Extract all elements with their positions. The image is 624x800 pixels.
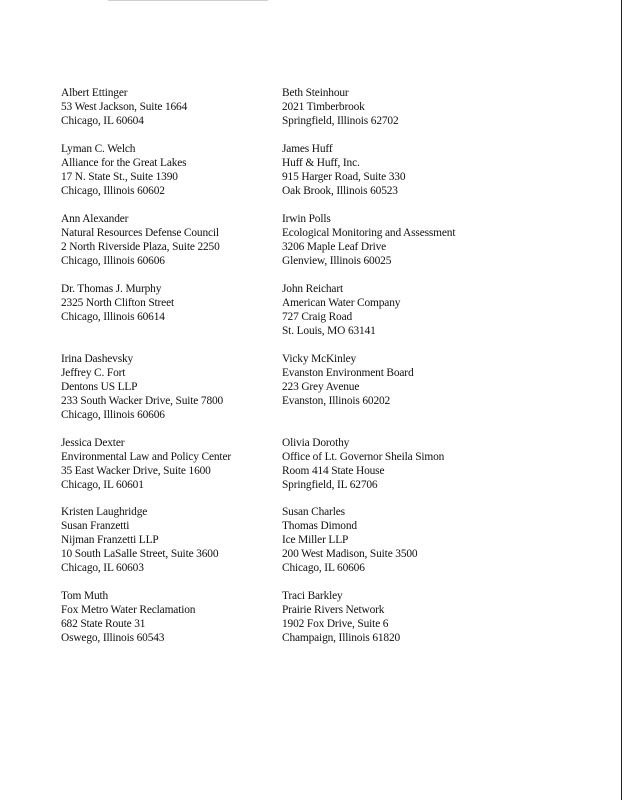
address-line: Traci Barkley	[282, 590, 343, 602]
address-line: Susan Franzetti	[61, 520, 130, 532]
address-line: Dentons US LLP	[61, 381, 138, 393]
address-line: Jessica Dexter	[61, 437, 125, 449]
address-line: 53 West Jackson, Suite 1664	[61, 101, 188, 113]
address-line: Chicago, IL 60601	[61, 479, 144, 491]
address-line: Olivia Dorothy	[282, 437, 350, 449]
address-line: Oak Brook, Illinois 60523	[282, 185, 398, 197]
address-line: Ann Alexander	[61, 213, 129, 225]
address-line: 727 Craig Road	[282, 311, 353, 323]
address-line: Champaign, Illinois 61820	[282, 632, 401, 644]
address-line: Chicago, Illinois 60606	[61, 409, 165, 421]
address-line: Chicago, IL 60603	[61, 562, 144, 574]
address-line: 17 N. State St., Suite 1390	[61, 171, 178, 183]
address-line: 915 Harger Road, Suite 330	[282, 171, 406, 183]
address-block-right-3	[282, 212, 482, 268]
address-line: Chicago, Illinois 60606	[61, 255, 165, 267]
address-line: Lyman C. Welch	[61, 143, 136, 155]
address-line: Glenview, Illinois 60025	[282, 255, 392, 267]
address-line: Jeffrey C. Fort	[61, 367, 126, 379]
address-block-right-6	[282, 436, 482, 492]
address-line: Alliance for the Great Lakes	[61, 157, 187, 169]
address-line: Prairie Rivers Network	[282, 604, 385, 616]
address-line: Irwin Polls	[282, 213, 331, 225]
address-line: 682 State Route 31	[61, 618, 146, 630]
address-line: Ice Miller LLP	[282, 534, 349, 546]
address-line: Office of Lt. Governor Sheila Simon	[282, 451, 445, 463]
address-block-left-3	[61, 212, 291, 268]
address-line: Chicago, IL 60606	[282, 562, 365, 574]
address-line: Thomas Dimond	[282, 520, 357, 532]
address-line: Springfield, IL 62706	[282, 479, 378, 491]
address-line: Tom Muth	[61, 590, 109, 602]
address-block-right-7	[282, 505, 482, 575]
address-line: Evanston Environment Board	[282, 367, 414, 379]
address-line: 2021 Timberbrook	[282, 101, 365, 113]
address-block-right-2	[282, 142, 482, 198]
address-block-right-8	[282, 589, 482, 645]
address-line: Fox Metro Water Reclamation	[61, 604, 196, 616]
address-line: Evanston, Illinois 60202	[282, 395, 391, 407]
address-line: 2325 North Clifton Street	[61, 297, 174, 309]
address-line: Natural Resources Defense Council	[61, 227, 219, 239]
address-line: 3206 Maple Leaf Drive	[282, 241, 387, 253]
address-line: Susan Charles	[282, 506, 345, 518]
address-line: 1902 Fox Drive, Suite 6	[282, 618, 389, 630]
address-line: Beth Steinhour	[282, 87, 349, 99]
address-line: John Reichart	[282, 283, 343, 295]
address-block-right-5	[282, 352, 482, 408]
address-line: Huff & Huff, Inc.	[282, 157, 360, 169]
address-line: Room 414 State House	[282, 465, 385, 477]
address-line: Albert Ettinger	[61, 87, 128, 99]
scan-edge-right	[621, 0, 622, 800]
address-line: 200 West Madison, Suite 3500	[282, 548, 418, 560]
address-block-left-2	[61, 142, 291, 198]
address-block-left-1	[61, 86, 291, 128]
address-line: Environmental Law and Policy Center	[61, 451, 231, 463]
address-line: Chicago, Illinois 60602	[61, 185, 165, 197]
address-line: James Huff	[282, 143, 333, 155]
address-line: 10 South LaSalle Street, Suite 3600	[61, 548, 219, 560]
address-line: Kristen Laughridge	[61, 506, 148, 518]
address-block-right-1	[282, 86, 482, 128]
address-line: Nijman Franzetti LLP	[61, 534, 159, 546]
address-line: 233 South Wacker Drive, Suite 7800	[61, 395, 224, 407]
address-line: St. Louis, MO 63141	[282, 325, 376, 337]
address-line: Springfield, Illinois 62702	[282, 115, 399, 127]
address-block-left-7	[61, 505, 291, 575]
address-line: Irina Dashevsky	[61, 353, 134, 365]
address-line: 35 East Wacker Drive, Suite 1600	[61, 465, 211, 477]
address-line: Vicky McKinley	[282, 353, 357, 365]
address-block-left-5	[61, 352, 291, 422]
address-line: American Water Company	[282, 297, 401, 309]
address-block-left-4	[61, 282, 291, 324]
scan-edge-top	[108, 0, 268, 1]
address-line: Oswego, Illinois 60543	[61, 632, 165, 644]
address-block-right-4	[282, 282, 482, 338]
address-line: 2 North Riverside Plaza, Suite 2250	[61, 241, 220, 253]
address-line: Dr. Thomas J. Murphy	[61, 283, 162, 295]
address-line: Chicago, IL 60604	[61, 115, 144, 127]
address-block-left-8	[61, 589, 291, 645]
address-line: Chicago, Illinois 60614	[61, 311, 165, 323]
address-block-left-6	[61, 436, 291, 492]
address-line: Ecological Monitoring and Assessment	[282, 227, 456, 239]
address-line: 223 Grey Avenue	[282, 381, 360, 393]
